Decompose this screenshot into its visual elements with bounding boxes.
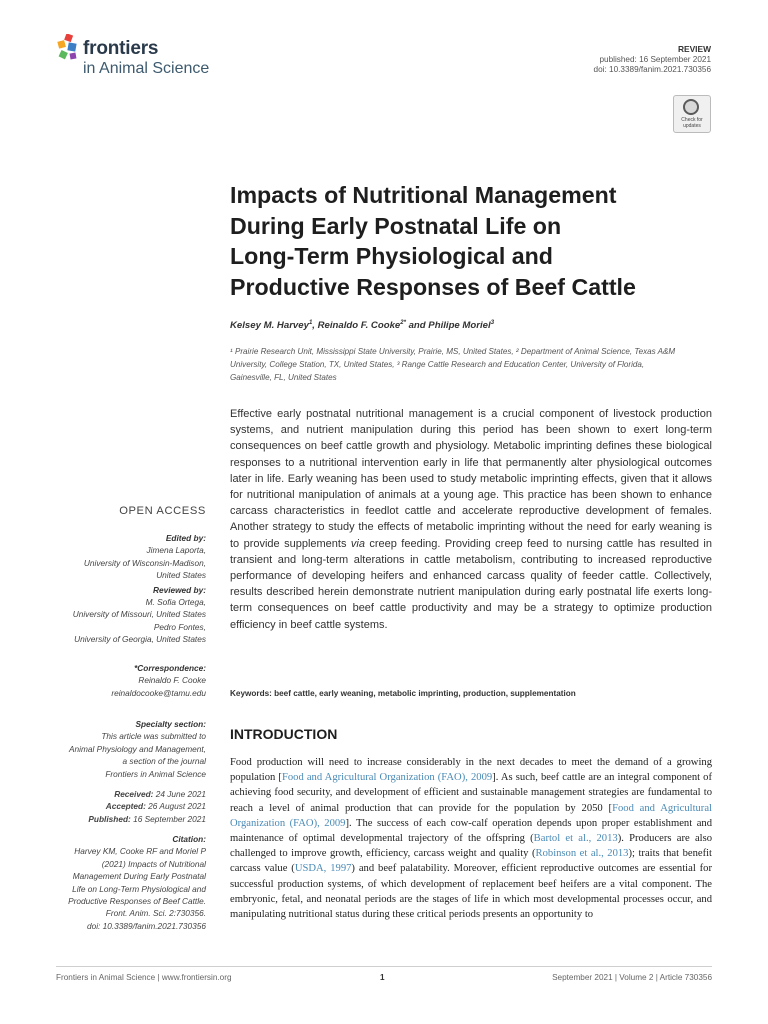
citation-link[interactable]: Robinson et al., 2013 xyxy=(535,848,629,860)
specialty-section-block: Specialty section: This article was submitted to Animal Physiology and Management, a section of the journal Frontiers in Animal Science xyxy=(69,719,206,779)
edited-by-block: Edited by: Jimena Laporta, University of Wisconsin-Madison, United States Reviewed by: M. Sofia Ortega, University of Missouri, United States Pedro Fontes, University of Georgia, United States xyxy=(72,533,206,645)
citation-link[interactable]: USDA, 1997 xyxy=(294,863,352,875)
check-updates-label: Check for updates xyxy=(681,117,703,129)
citation-block: Citation: Harvey KM, Cooke RF and Moriel P (2021) Impacts of Nutritional Management During Early Postnatal Life on Long-Term Physiological and Productive Responses of Beef Cattle. Front. Anim. Sci. 2:730356. doi: 10.3389/fanim.2021.730356 xyxy=(68,834,206,931)
introduction-text: Food production will need to increase considerably in the next decades to meet the demand of a growing population [Food and Agricultural Organization (FAO), 2009]. As such, beef cattle are an integral component of achieving food security, and development of efficient and sustainable management strategies are fundamental to reach a level of animal production that can provide for the population by 2050 [Food and Agricultural Organization (FAO), 2009]. The success of each cow-calf operation depends upon proper establishment and maintenance of optimal developmental trajectory of the offspring (Bartol et al., 2013). Producers are also challenged to improve growth, efficiency, carcass weight and quality (Robinson et al., 2013); traits that benefit carcass value (USDA, 1997) and beef palatability. Moreover, efficient reproductive outcomes are essential for successful production systems, of which development of replacement beef heifers are a vital component. The embryonic, fetal, and neonatal periods are the stages of life in which most developmental processes occur, and manipulating nutritional status during these critical periods presents an opportunity to xyxy=(230,757,713,921)
section-heading-introduction: INTRODUCTION xyxy=(230,726,338,742)
published-date: published: 16 September 2021 xyxy=(599,54,711,64)
citation-link[interactable]: Food and Agricultural Organization (FAO), 2009 xyxy=(281,772,493,784)
check-for-updates-badge[interactable] xyxy=(673,95,711,133)
journal-logo xyxy=(56,32,256,80)
author-name[interactable]: and Philipe Moriel xyxy=(405,320,491,332)
keywords: Keywords: beef cattle, early weaning, metabolic imprinting, production, supplementation xyxy=(230,689,576,698)
author-name[interactable]: , Reinaldo F. Cooke xyxy=(312,320,401,332)
correspondence-block: *Correspondence: Reinaldo F. Cooke reinaldocooke@tamu.edu xyxy=(111,663,206,698)
author-list: Kelsey M. Harvey$^1$, Reinaldo F. Cooke$^{2*}$ and Philipe Moriel$^3$ xyxy=(230,320,495,332)
doi[interactable]: doi: 10.3389/fanim.2021.730356 xyxy=(593,65,711,74)
frontiers-logo-icon xyxy=(56,34,82,64)
logo-wordmark: frontiers xyxy=(83,38,159,59)
title-line: During Early Postnatal Life on xyxy=(230,212,562,239)
article-type: REVIEW xyxy=(677,44,711,54)
open-access-label: OPEN ACCESS xyxy=(119,505,206,517)
affiliations: ¹ Prairie Research Unit, Mississippi State University, Prairie, MS, United States, ² Department of Animal Science, Texas A&M University, College Station, TX, United States, ³ Range Cattle Research and Education Center, University of Florida, Gainesville, FL, United States xyxy=(230,347,676,382)
citation-link[interactable]: Food and Agricultural Organization (FAO), 2009 xyxy=(230,802,712,829)
footer-divider xyxy=(56,966,712,967)
check-updates-icon xyxy=(683,99,699,115)
abstract: Effective early postnatal nutritional management is a crucial component of livestock production systems, and nutrient manipulation during this period has been shown to exert long-term consequences on beef cattle growth and physiology. Metabolic imprinting defines these biological responses to a nutritional intervention early in life that permanently alter physiological outcomes later in life. Early weaning has been used to study metabolic imprinting effects, given that it allows for nutritional manipulation of animals at a young age. This practice has been shown to enhance carcass characteristics in feedlot cattle and accelerate reproductive development of females. Another strategy to study the effects of metabolic imprinting without the need for early weaning is to provide supplements via creep feeding. Providing creep feed to nursing cattle has resulted in transient and long-term alterations in cattle metabolism, contributing to increased reproductive performance of developing heifers and enhanced carcass quality of feeder cattle. Collectively, results described herein demonstrate nutrient manipulation during early postnatal life exerts long-term consequences on beef cattle productivity and may be a strategy to optimize production efficiency in beef cattle systems. xyxy=(230,408,712,631)
footer-issue: September 2021 | Volume 2 | Article 730356 xyxy=(552,973,712,982)
page-number: 1 xyxy=(380,973,385,982)
article-meta xyxy=(594,44,711,76)
correspondence-email[interactable]: reinaldocooke@tamu.edu xyxy=(111,687,206,698)
title-line: Long-Term Physiological and xyxy=(230,243,553,269)
citation-link[interactable]: Bartol et al., 2013 xyxy=(533,833,618,845)
footer-journal[interactable]: Frontiers in Animal Science | www.frontiersin.org xyxy=(56,973,232,982)
dates-block: Received: 24 June 2021 Accepted: 26 August 2021 Published: 16 September 2021 xyxy=(88,789,206,824)
article-title xyxy=(230,180,720,302)
logo-journal-name: in Animal Science xyxy=(83,60,210,77)
title-line: Impacts of Nutritional Management xyxy=(230,182,617,208)
title-line: Productive Responses of Beef Cattle xyxy=(230,273,636,300)
author-name[interactable]: Kelsey M. Harvey xyxy=(230,320,309,332)
